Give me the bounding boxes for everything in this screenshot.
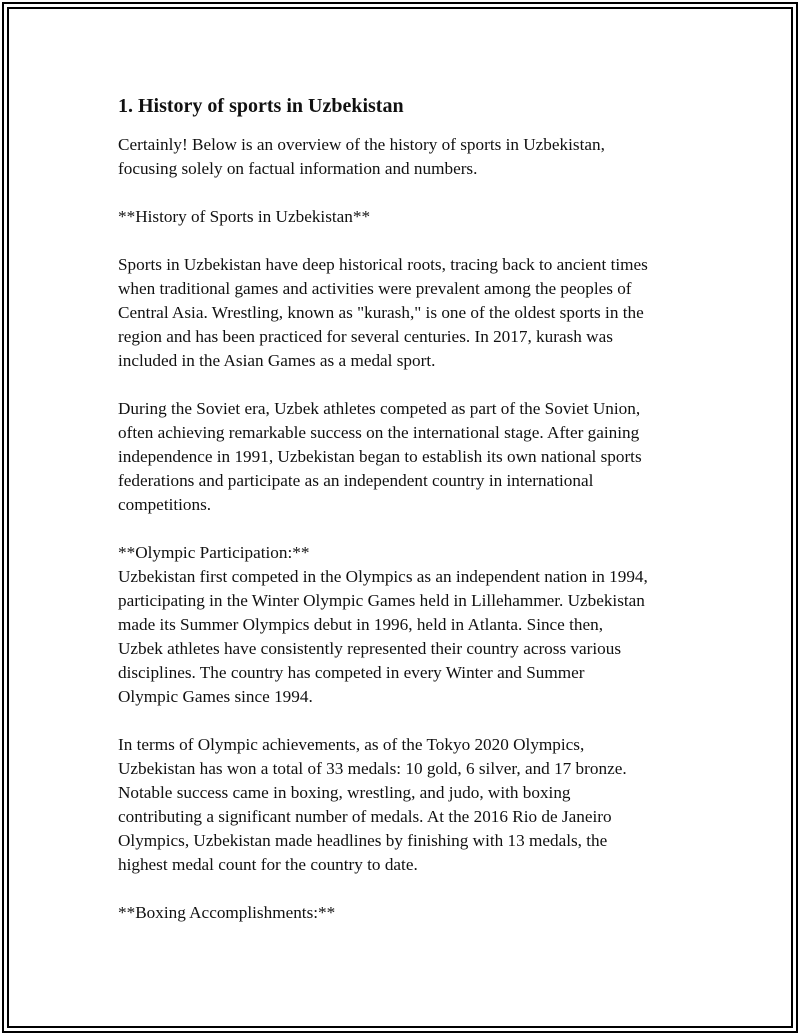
document-body — [118, 93, 698, 925]
history-paragraph: Sports in Uzbekistan have deep historical roots, tracing back to ancient times when traditional games and activities were prevalent among the peoples of Central Asia. Wrestling, known as "kurash," is one of the oldest sports in the region and has been practiced for several centuries. In 2017, kurash was included in the Asian Games as a medal sport. — [118, 255, 648, 370]
paragraph-spacer — [118, 181, 698, 205]
section-heading-boxing: **Boxing Accomplishments:** — [118, 903, 336, 922]
intro-paragraph: Certainly! Below is an overview of the history of sports in Uzbekistan, focusing solely on factual information and numbers. — [118, 135, 605, 178]
paragraph-spacer — [118, 229, 698, 253]
document-title: 1. History of sports in Uzbekistan — [118, 95, 404, 117]
olympic-participation-paragraph: **Olympic Participation:** Uzbekistan first competed in the Olympics as an independent nation in 1994, participating in the Winter Olympic Games held in Lillehammer. Uzbekistan made its Summer Olympics debut in 1996, held in Atlanta. Since then, Uzbek athletes have consistently represented their country across various disciplines. The country has competed in every Winter and Summer Olympic Games since 1994. — [118, 543, 648, 706]
paragraph-spacer — [118, 517, 698, 541]
soviet-era-paragraph: During the Soviet era, Uzbek athletes competed as part of the Soviet Union, often achieving remarkable success on the international stage. After gaining independence in 1991, Uzbekistan began to establish its own national sports federations and participate as an independent country in international competitions. — [118, 399, 642, 514]
paragraph-spacer — [118, 877, 698, 901]
paragraph-spacer — [118, 373, 698, 397]
section-heading-history: **History of Sports in Uzbekistan** — [118, 207, 371, 226]
paragraph-spacer — [118, 709, 698, 733]
olympic-achievements-paragraph: In terms of Olympic achievements, as of the Tokyo 2020 Olympics, Uzbekistan has won a total of 33 medals: 10 gold, 6 silver, and 17 bronze. Notable success came in boxing, wrestling, and judo, with boxing contributing a significant number of medals. At the 2016 Rio de Janeiro Olympics, Uzbekistan made headlines by finishing with 13 medals, the highest medal count for the country to date. — [118, 735, 627, 874]
